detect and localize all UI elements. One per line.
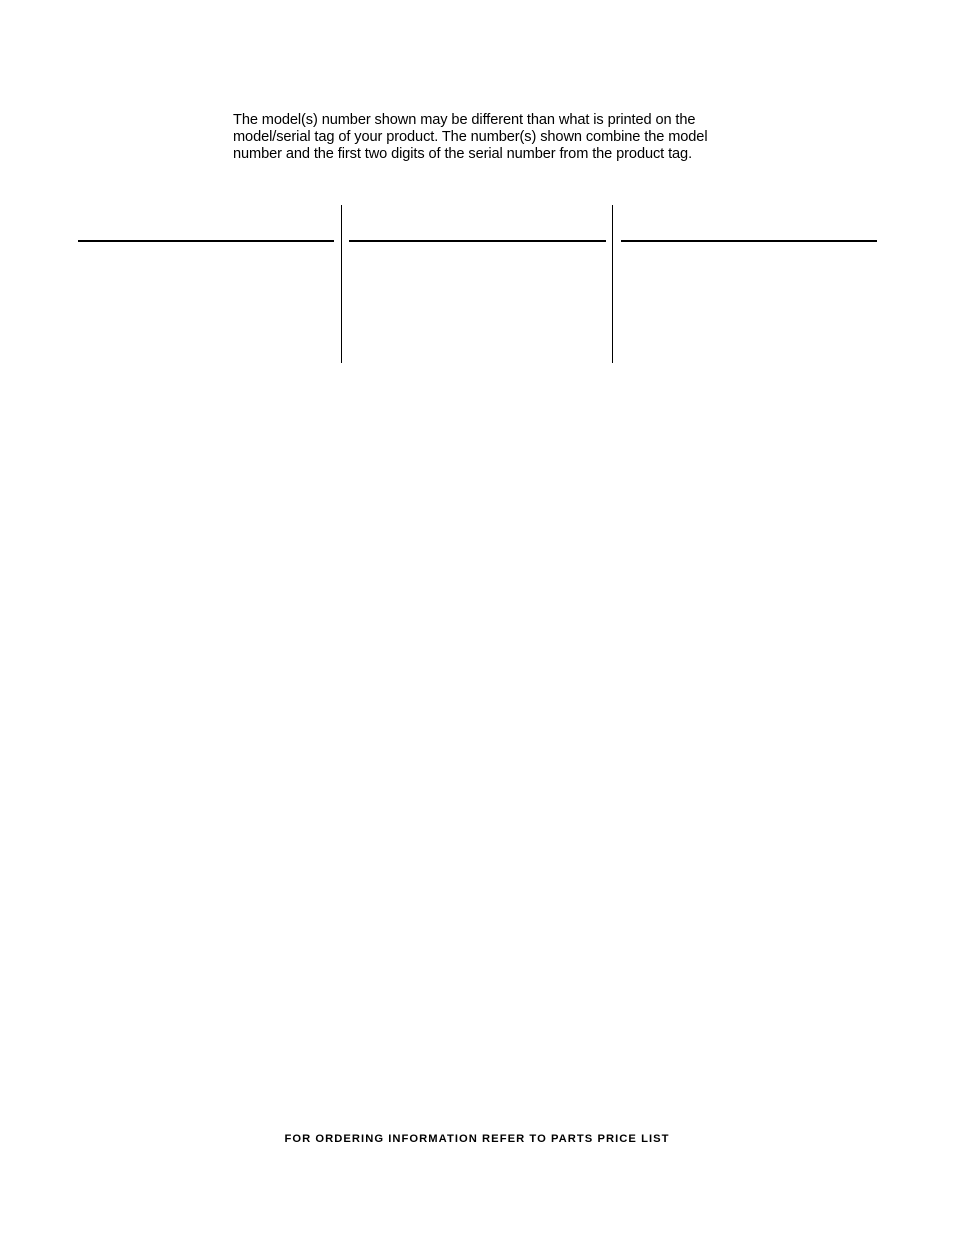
model-number-columns — [78, 205, 878, 363]
notice-line: model/serial tag of your product. The number(s) shown combine the model — [233, 129, 708, 145]
model-number-notice — [233, 112, 773, 163]
column-header-rule — [78, 240, 334, 242]
notice-line: number and the first two digits of the serial number from the product tag. — [233, 146, 693, 162]
column-header-rule — [621, 240, 877, 242]
model-column-2 — [349, 205, 606, 363]
model-column-1 — [78, 205, 334, 363]
column-divider — [612, 205, 613, 363]
model-column-3 — [621, 205, 877, 363]
column-divider — [341, 205, 342, 363]
notice-line: The model(s) number shown may be different than what is printed on the — [233, 112, 696, 128]
ordering-information-footer: FOR ORDERING INFORMATION REFER TO PARTS PRICE LIST — [284, 1133, 670, 1145]
column-header-rule — [349, 240, 606, 242]
